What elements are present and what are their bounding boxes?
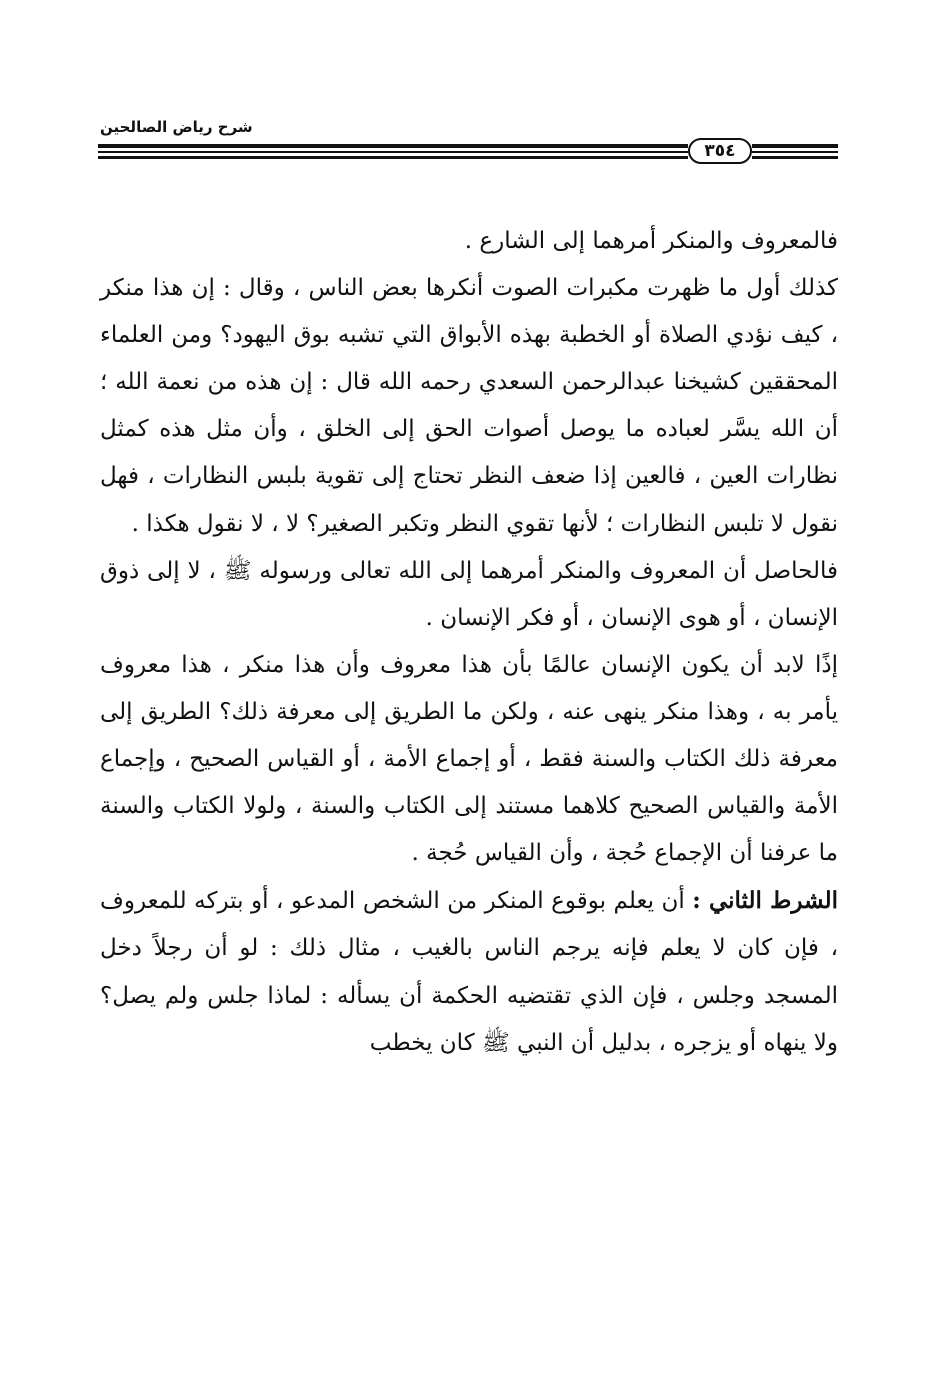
paragraph-1: فالمعروف والمنكر أمرهما إلى الشارع . [464,228,838,254]
paragraph-4: إذًا لابد أن يكون الإنسان عالمًا بأن هذا معروف وأن هذا منكر ، هذا معروف يأمر به ، وهذا منكر ينهى عنه ، ولكن ما الطريق إلى معرفة ذلك؟ الطريق إلى معرفة ذلك الكتاب والسنة فقط ، أو إجماع الأمة ، أو القياس الصحيح ، وإجماع الأمة والقياس الصحيح كلاهما مستند إلى الكتاب والسنة ، ولولا الكتاب والسنة ما عرفنا أن الإجماع حُجة ، وأن القياس حُجة . [100,651,838,867]
page-number: ٣٥٤ [688,138,752,164]
running-title: شرح رياض الصالحين [100,118,253,136]
header-rule [752,144,838,148]
body-text [100,218,838,1067]
condition-heading: الشرط الثاني : [692,887,838,915]
paragraph-3: فالحاصل أن المعروف والمنكر أمرهما إلى الله تعالى ورسوله ﷺ ، لا إلى ذوق الإنسان ، أو هوى الإنسان ، أو فكر الإنسان . [100,557,838,631]
header-rule [752,156,838,159]
paragraph-2: كذلك أول ما ظهرت مكبرات الصوت أنكرها بعض الناس ، وقال : إن هذا منكر ، كيف نؤدي الصلاة أو الخطبة بهذه الأبواق التي تشبه بوق اليهود؟ ومن العلماء المحققين كشيخنا عبدالرحمن السعدي رحمه الله قال : إن هذه من نعمة الله ؛ أن الله يسَّر لعباده ما يوصل أصوات الحق إلى الخلق ، وأن مثل هذه كمثل نظارات العين ، فالعين إذا ضعف النظر تحتاج إلى تقوية بلبس النظارات ، فهل نقول لا تلبس النظارات ؛ لأنها تقوي النظر وتكبر الصغير؟ لا ، لا نقول هكذا . [100,275,838,537]
header-rule [98,151,688,153]
header-rule [98,156,688,159]
header-rule [98,144,688,148]
paragraph-5 [100,877,838,1066]
paragraph-5-text: أن يعلم بوقوع المنكر من الشخص المدعو ، أو بتركه للمعروف ، فإن كان لا يعلم فإنه يرجم الناس بالغيب ، مثال ذلك : لو أن رجلاً دخل المسجد وجلس ، فإن الذي تقتضيه الحكمة أن يسأله : لماذا جلس ولم يصل؟ ولا ينهاه أو يزجره ، بدليل أن النبي ﷺ كان يخطب [100,888,838,1056]
header-rule [752,151,838,153]
